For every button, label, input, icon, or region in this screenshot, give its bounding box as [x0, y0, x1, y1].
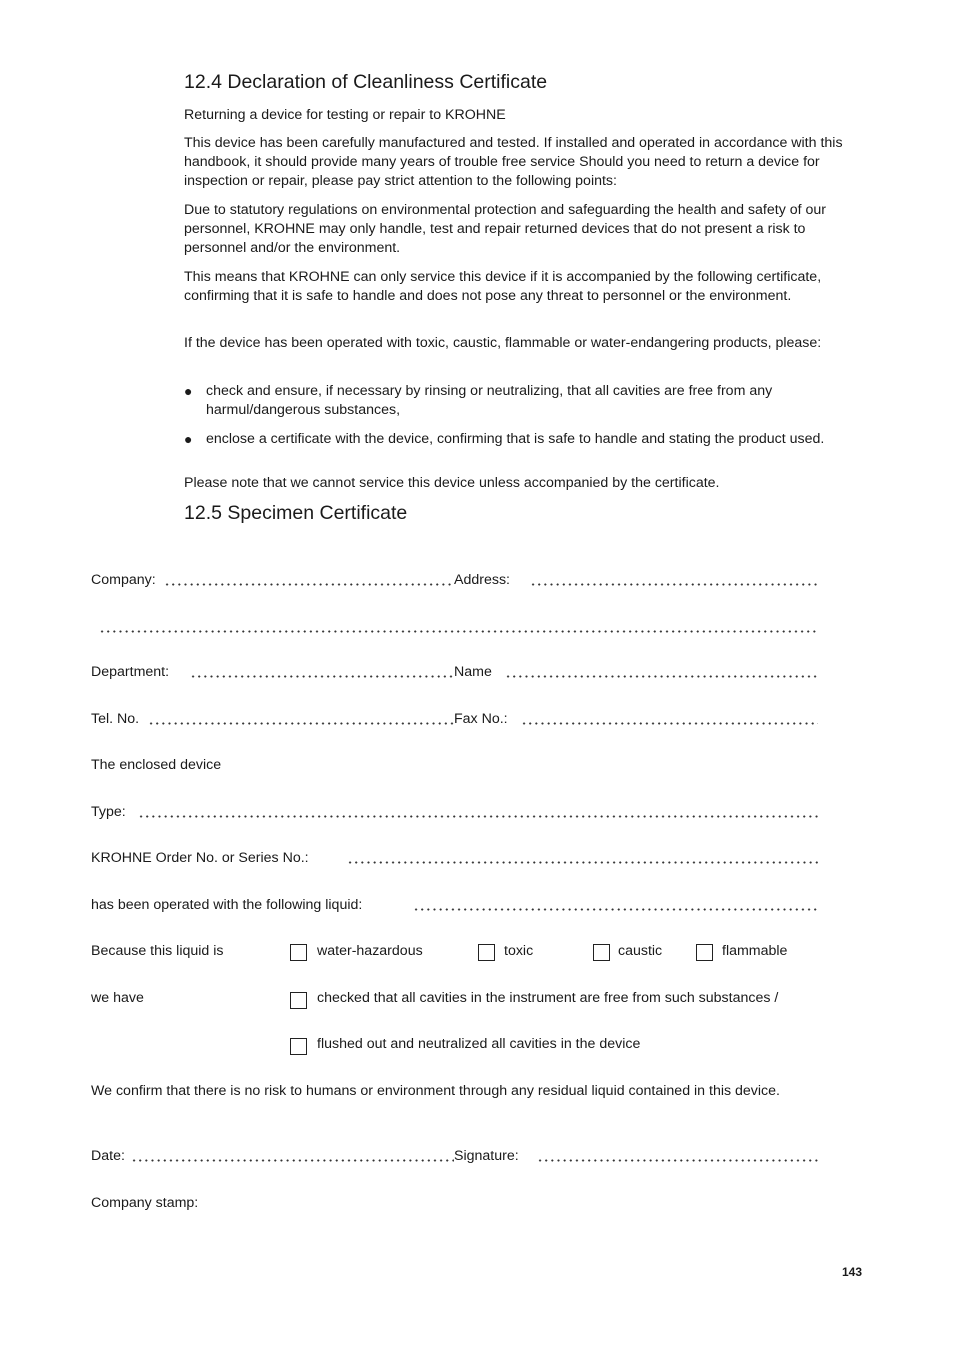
- name-field[interactable]: [505, 675, 818, 678]
- order-number-field[interactable]: [347, 861, 818, 864]
- address-field[interactable]: [530, 583, 818, 586]
- toxic-checkbox[interactable]: [478, 944, 495, 961]
- tel-field[interactable]: [148, 722, 454, 725]
- date-label: Date:: [91, 1148, 125, 1164]
- tel-label: Tel. No.: [91, 711, 140, 727]
- bullet-item: [184, 382, 864, 420]
- company-label: Company:: [91, 572, 156, 588]
- liquid-label: has been operated with the following liquid:: [91, 897, 363, 913]
- paragraph-regulations: Due to statutory regulations on environmental protection and safeguarding the health and safety of our personnel, KROHNE may only handle, test and repair returned devices that do not present a risk to personnel and/or the environment.: [184, 202, 827, 257]
- department-label: Department:: [91, 664, 170, 680]
- water-hazardous-label: water-hazardous: [317, 943, 423, 959]
- section-title-specimen: 12.5 Specimen Certificate: [184, 502, 408, 524]
- bullet-icon: ●: [184, 383, 193, 399]
- caustic-checkbox[interactable]: [593, 944, 610, 961]
- paragraph-handbook: This device has been carefully manufactured and tested. If installed and operated in accordance with this handbook, it should provide many years of trouble free service Should you need to return a device for inspection or repair, please pay strict attention to the following points:: [184, 135, 843, 190]
- confirmation-text: We confirm that there is no risk to humans or environment through any residual liquid contained in this device.: [91, 1083, 780, 1099]
- bullet-text: check and ensure, if necessary by rinsing or neutralizing, that all cavities are free from any harmul/dangerous substances,: [206, 383, 773, 419]
- bullet-text: enclose a certificate with the device, confirming that is safe to handle and stating the product used.: [206, 431, 825, 447]
- note-line: Please note that we cannot service this device unless accompanied by the certificate.: [184, 475, 720, 491]
- paragraph-operated-with: If the device has been operated with toxic, caustic, flammable or water-endangering products, please:: [184, 335, 822, 351]
- name-label: Name: [454, 664, 492, 680]
- toxic-label: toxic: [504, 943, 534, 959]
- type-field[interactable]: [138, 815, 818, 818]
- checked-cavities-checkbox[interactable]: [290, 992, 307, 1009]
- section-title-cleanliness: 12.4 Declaration of Cleanliness Certificate: [184, 71, 548, 93]
- intro-line: Returning a device for testing or repair to KROHNE: [184, 107, 506, 123]
- date-field[interactable]: [131, 1159, 454, 1162]
- flushed-neutralized-label: flushed out and neutralized all cavities in the device: [317, 1036, 641, 1052]
- bullet-icon: ●: [184, 431, 193, 447]
- caustic-label: caustic: [618, 943, 663, 959]
- because-label: Because this liquid is: [91, 943, 224, 959]
- checked-cavities-label: checked that all cavities in the instrument are free from such substances /: [317, 990, 779, 1006]
- page-number: 143: [842, 1265, 863, 1279]
- enclosed-device-label: The enclosed device: [91, 757, 222, 773]
- department-field[interactable]: [190, 675, 454, 678]
- company-stamp-label: Company stamp:: [91, 1195, 199, 1211]
- flammable-checkbox[interactable]: [696, 944, 713, 961]
- signature-field[interactable]: [537, 1159, 818, 1162]
- flushed-neutralized-checkbox[interactable]: [290, 1038, 307, 1055]
- company-field[interactable]: [164, 583, 454, 586]
- fax-label: Fax No.:: [454, 711, 508, 727]
- address-line-2-field[interactable]: [99, 630, 818, 633]
- fax-field[interactable]: [521, 722, 818, 725]
- paragraph-certificate-required: This means that KROHNE can only service this device if it is accompanied by the following certificate, confirming that it is safe to handle and does not pose any threat to personnel or the environment.: [184, 269, 822, 305]
- water-hazardous-checkbox[interactable]: [290, 944, 307, 961]
- signature-label: Signature:: [454, 1148, 519, 1164]
- bullet-item: [184, 430, 864, 449]
- type-label: Type:: [91, 804, 126, 820]
- flammable-label: flammable: [722, 943, 788, 959]
- we-have-label: we have: [91, 990, 144, 1006]
- order-number-label: KROHNE Order No. or Series No.:: [91, 850, 309, 866]
- address-label: Address:: [454, 572, 510, 588]
- liquid-field[interactable]: [413, 908, 818, 911]
